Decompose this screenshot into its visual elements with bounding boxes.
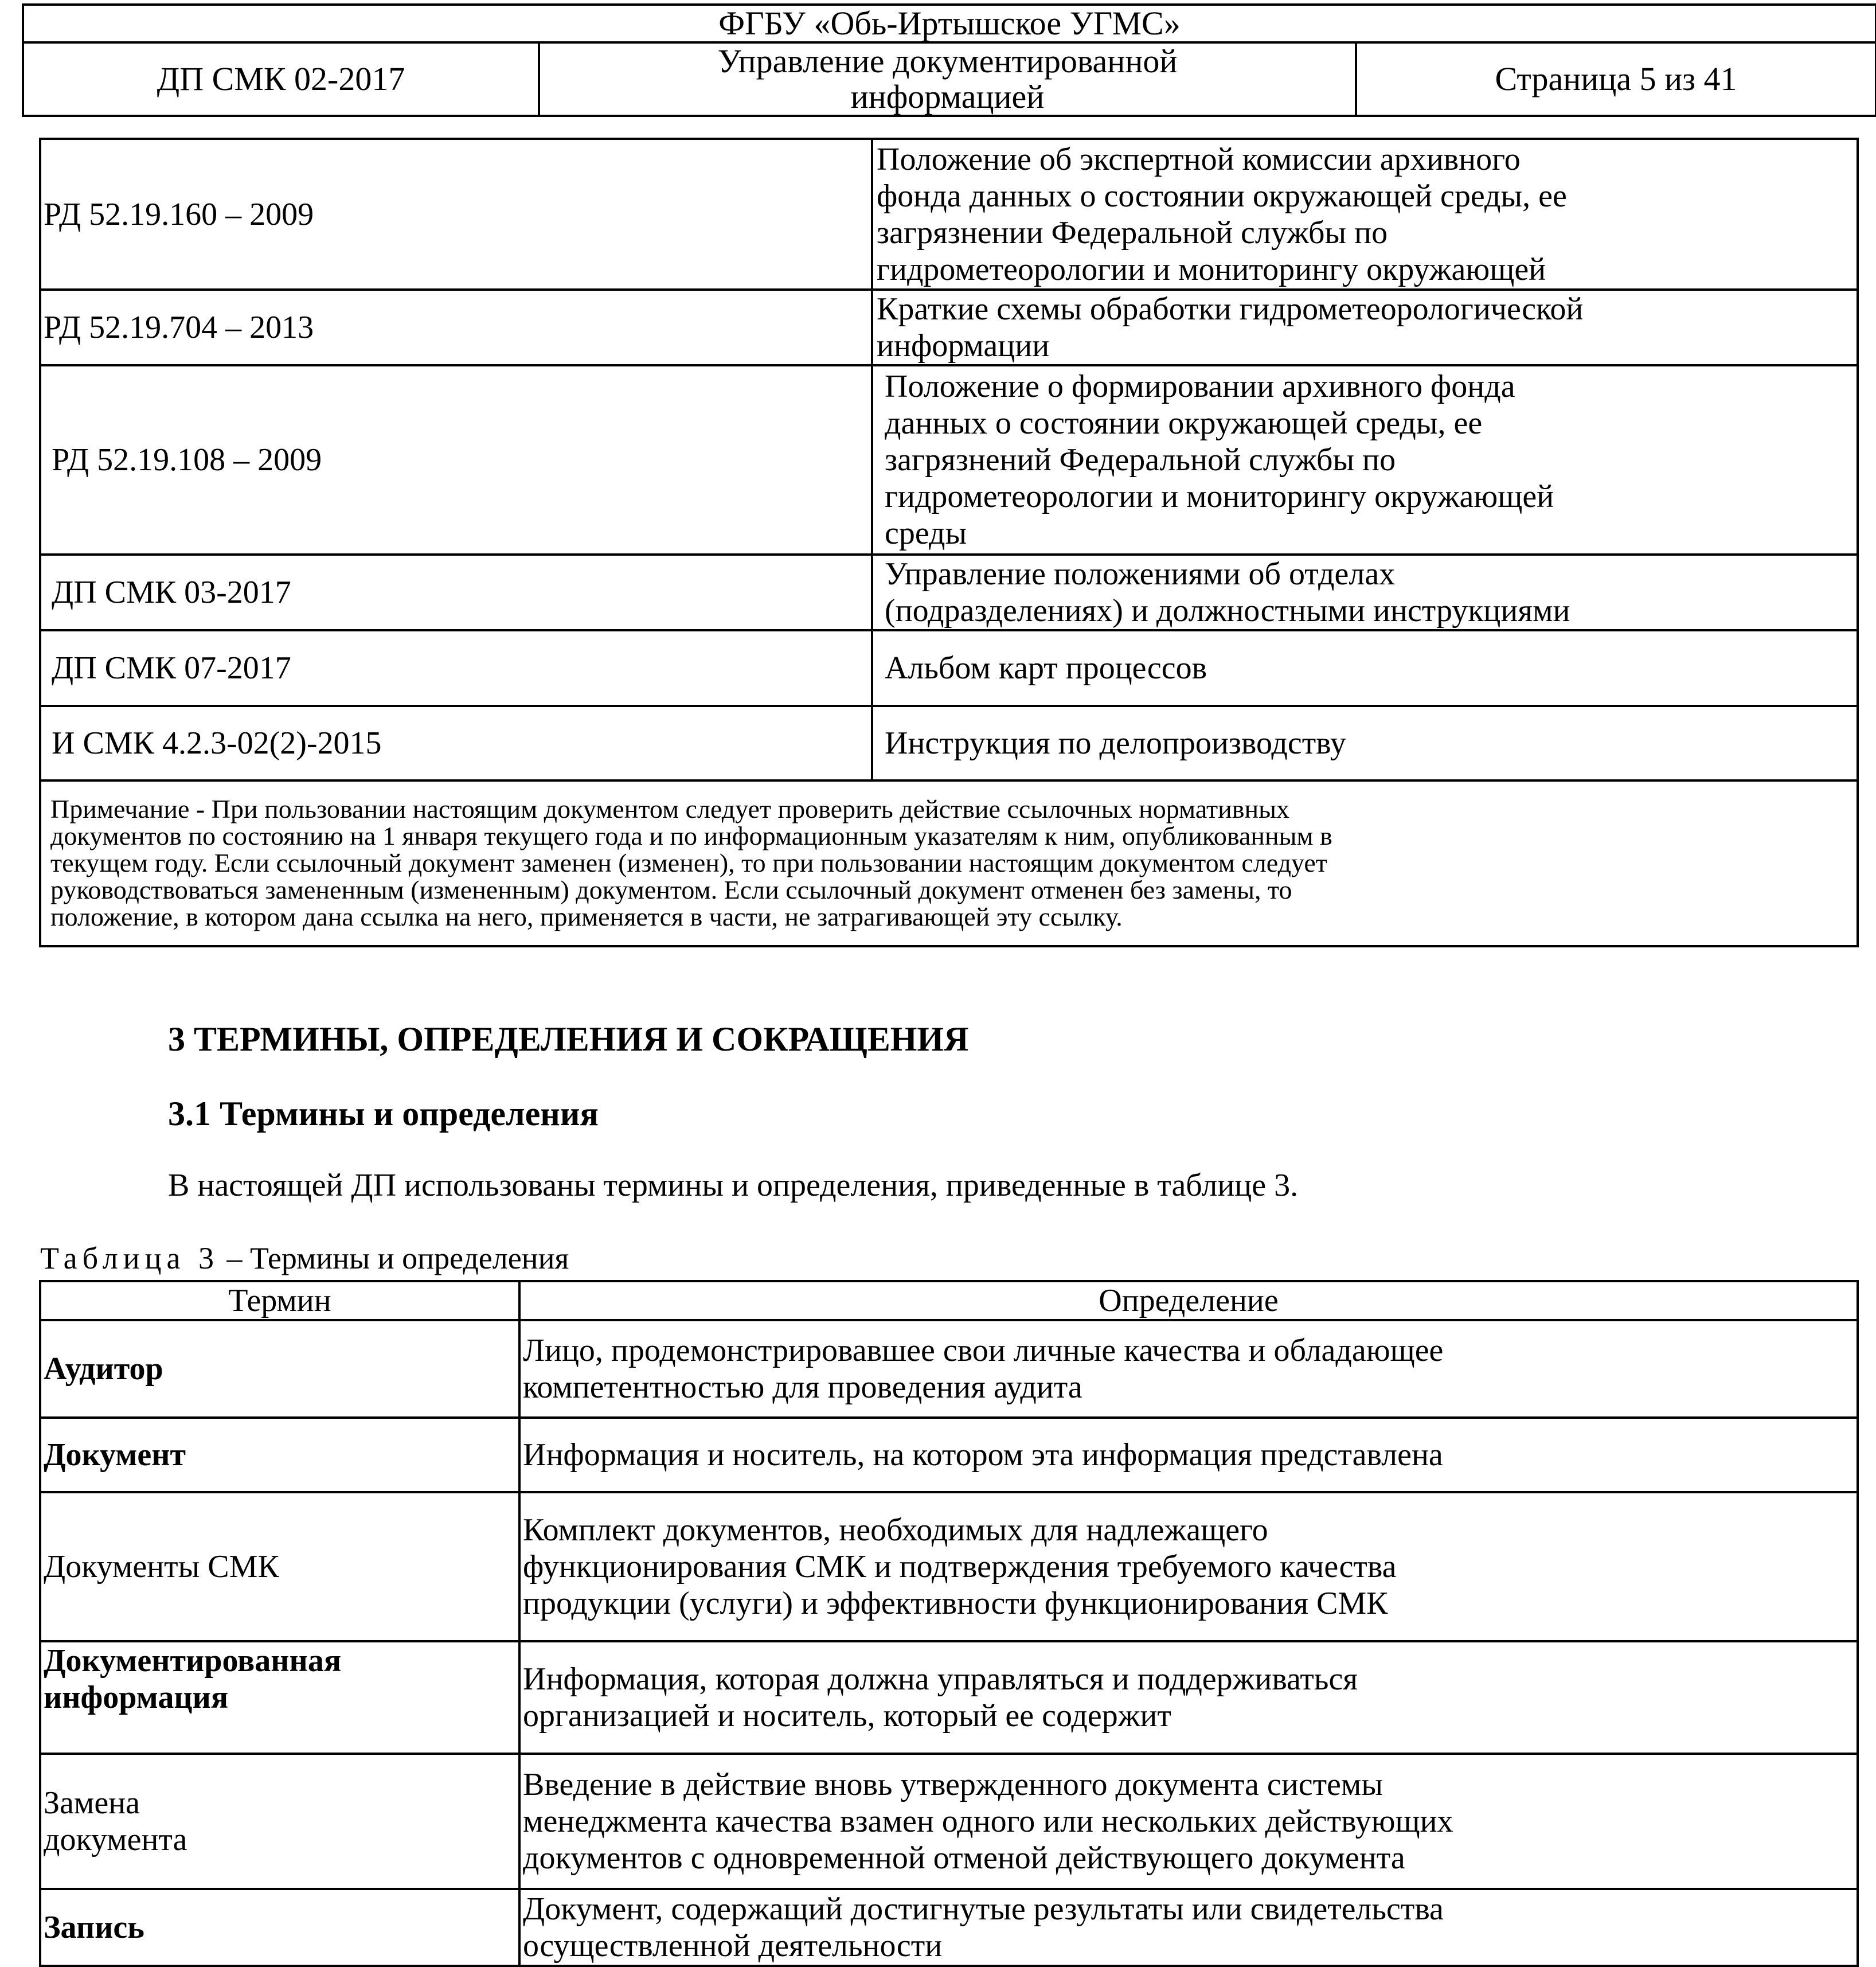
- reference-title-line: Краткие схемы обработки гидрометеорологической: [877, 291, 1584, 327]
- term-name-line: Документ: [44, 1437, 186, 1473]
- section-title: 3 ТЕРМИНЫ, ОПРЕДЕЛЕНИЯ И СОКРАЩЕНИЯ: [168, 1020, 969, 1058]
- reference-title-line: информации: [877, 328, 1050, 364]
- reference-title-line: данных о состоянии окружающей среды, ее: [885, 405, 1483, 441]
- reference-row: [40, 139, 1858, 290]
- term-definition-line: документов с одновременной отменой действующего документа: [523, 1840, 1405, 1876]
- reference-code: И СМК 4.2.3-02(2)-2015: [40, 706, 872, 780]
- term-definition-line: организацией и носитель, который ее содержит: [523, 1698, 1171, 1734]
- term-name: [40, 1889, 519, 1966]
- organization-name: ФГБУ «Обь-Иртышское УГМС»: [23, 5, 1876, 42]
- reference-title-line: (подразделениях) и должностными инструкциями: [885, 593, 1570, 629]
- reference-title-line: Положение о формировании архивного фонда: [885, 369, 1515, 404]
- term-row: [40, 1754, 1858, 1889]
- term-name: [40, 1754, 519, 1889]
- reference-title-line: загрязнений Федеральной службы по: [885, 442, 1396, 478]
- reference-title-line: Управление положениями об отделах: [885, 556, 1396, 592]
- term-definition-line: менеджмента качества взамен одного или нескольких действующих: [523, 1804, 1453, 1839]
- term-name-line: Аудитор: [44, 1351, 163, 1387]
- reference-title-line: фонда данных о состоянии окружающей среды, ее: [877, 178, 1567, 214]
- term-definition-line: осуществленной деятельности: [523, 1928, 943, 1964]
- term-definition-line: продукции (услуги) и эффективности функционирования СМК: [523, 1586, 1388, 1621]
- note-text: [40, 780, 1858, 946]
- note-line: руководствоваться замененным (измененным) документом. Если ссылочный документ отменен без замены, то: [50, 875, 1292, 904]
- reference-row: [40, 555, 1858, 630]
- term-definition: [519, 1320, 1858, 1418]
- term-name-line: информация: [44, 1680, 229, 1715]
- note-line: положение, в котором дана ссылка на него, применяется в части, не затрагивающей эту ссылку.: [50, 902, 1123, 931]
- term-row: [40, 1418, 1858, 1492]
- reference-row: [40, 630, 1858, 706]
- document-title-line: информацией: [850, 78, 1045, 115]
- term-definition-line: Информация, которая должна управляться и поддерживаться: [523, 1661, 1358, 1697]
- table-caption-label: Таблица 3: [40, 1241, 219, 1275]
- note-row: [40, 780, 1858, 946]
- page-number: Страница 5 из 41: [1356, 42, 1876, 116]
- reference-title-line: Положение об экспертной комиссии архивного: [877, 141, 1521, 177]
- reference-code: РД 52.19.704 – 2013: [40, 290, 872, 365]
- table-caption: [40, 1240, 569, 1276]
- term-definition-line: Документ, содержащий достигнутые результаты или свидетельства: [523, 1891, 1444, 1927]
- term-name: [40, 1641, 519, 1754]
- term-column-header: Термин: [40, 1281, 519, 1320]
- term-row: [40, 1492, 1858, 1641]
- references-table: [39, 138, 1859, 947]
- table-caption-text: – Термины и определения: [218, 1241, 569, 1275]
- reference-title: [872, 630, 1858, 706]
- term-row: [40, 1889, 1858, 1966]
- reference-row: [40, 290, 1858, 365]
- reference-title: [872, 365, 1858, 555]
- term-name: [40, 1320, 519, 1418]
- reference-row: [40, 706, 1858, 780]
- term-definition-line: функционирования СМК и подтверждения требуемого качества: [523, 1549, 1397, 1584]
- reference-title-line: Инструкция по делопроизводству: [885, 725, 1346, 761]
- reference-code: РД 52.19.108 – 2009: [40, 365, 872, 555]
- term-name-line: Документированная: [44, 1643, 342, 1679]
- terms-table: [39, 1280, 1859, 1967]
- note-line: документов по состоянию на 1 января текущего года и по информационным указателям к ним, опубликованным в: [50, 821, 1332, 850]
- reference-code: ДП СМК 07-2017: [40, 630, 872, 706]
- note-line: Примечание - При пользовании настоящим документом следует проверить действие ссылочных нормативных: [50, 794, 1290, 824]
- term-name-line: документа: [44, 1822, 187, 1857]
- term-row: [40, 1641, 1858, 1754]
- term-definition: [519, 1641, 1858, 1754]
- term-definition: [519, 1754, 1858, 1889]
- term-definition-line: компетентностью для проведения аудита: [523, 1369, 1082, 1405]
- term-name: [40, 1492, 519, 1641]
- section-paragraph: В настоящей ДП использованы термины и определения, приведенные в таблице 3.: [168, 1168, 1299, 1203]
- term-name-line: Запись: [44, 1910, 144, 1945]
- note-line: текущем году. Если ссылочный документ заменен (изменен), то при пользовании настоящим документом следует: [50, 848, 1327, 877]
- reference-title-line: среды: [885, 516, 967, 551]
- term-definition: [519, 1492, 1858, 1641]
- term-definition: [519, 1418, 1858, 1492]
- reference-code: РД 52.19.160 – 2009: [40, 139, 872, 290]
- term-definition-line: Введение в действие вновь утвержденного документа системы: [523, 1767, 1383, 1802]
- document-title-line: Управление документированной: [717, 42, 1178, 80]
- reference-title-line: гидрометеорологии и мониторингу окружающей: [885, 479, 1554, 514]
- reference-title-line: Альбом карт процессов: [885, 650, 1207, 686]
- document-title: [539, 42, 1356, 116]
- term-name: [40, 1418, 519, 1492]
- term-name-line: Документы СМК: [44, 1549, 279, 1584]
- reference-title-line: загрязнении Федеральной службы по: [877, 214, 1388, 251]
- reference-code: ДП СМК 03-2017: [40, 555, 872, 630]
- term-row: [40, 1320, 1858, 1418]
- reference-title: [872, 555, 1858, 630]
- reference-title: [872, 139, 1858, 290]
- document-header: [22, 3, 1876, 117]
- subsection-title: 3.1 Термины и определения: [168, 1095, 599, 1133]
- term-definition-line: Комплект документов, необходимых для надлежащего: [523, 1512, 1268, 1548]
- reference-row: [40, 365, 1858, 555]
- reference-title: [872, 706, 1858, 780]
- term-definition-line: Информация и носитель, на котором эта информация представлена: [523, 1437, 1443, 1473]
- document-code: ДП СМК 02-2017: [23, 42, 539, 116]
- term-name-line: Замена: [44, 1785, 140, 1821]
- term-definition: [519, 1889, 1858, 1966]
- term-definition-line: Лицо, продемонстрировавшее свои личные качества и обладающее: [523, 1333, 1444, 1368]
- terms-header-row: [40, 1281, 1858, 1320]
- reference-title-line: гидрометеорологии и мониторингу окружающей: [877, 251, 1546, 287]
- reference-title: [872, 290, 1858, 365]
- definition-column-header: Определение: [519, 1281, 1858, 1320]
